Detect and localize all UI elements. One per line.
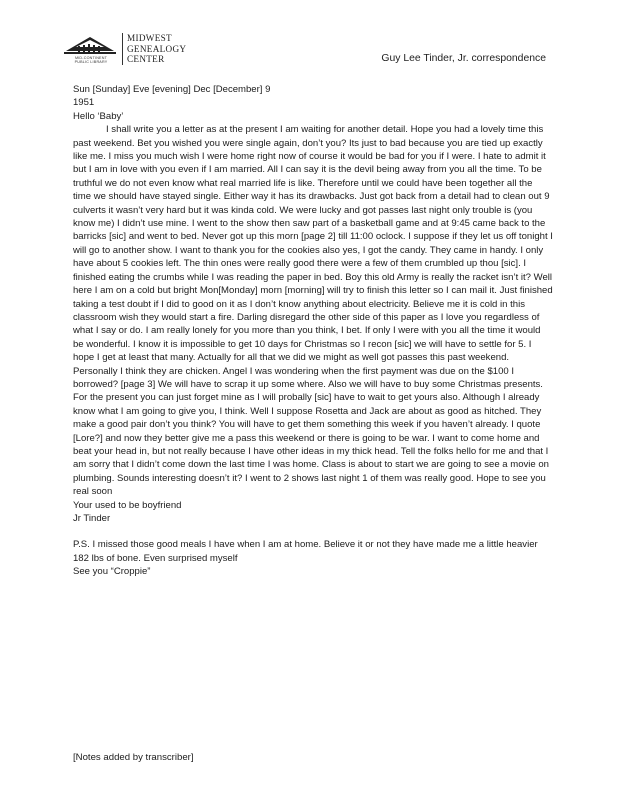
salutation: Hello ‘Baby’ [73,110,124,122]
logo-divider [122,33,123,65]
year-line: 1951 [73,97,95,109]
midwest-genealogy-center-logo [62,32,222,70]
collection-title: Guy Lee Tinder, Jr. correspondence [381,53,546,64]
closing: Your used to be boyfriend [73,499,182,511]
signature: Jr Tinder [73,513,111,524]
letter-transcription [73,83,553,579]
logo-wordmark: MIDWEST GENEALOGY CENTER [127,33,187,65]
transcriber-note: [Notes added by transcriber] [73,752,194,763]
page-header [0,0,618,80]
library-name: MID-CONTINENT PUBLIC LIBRARY [74,56,108,65]
postscript: P.S. I missed those good meals I have when I am at home. Believe it or not they have made me a little heavier 182 lbs of bone. Even surprised myself [73,539,538,564]
date-line: Sun [Sunday] Eve [evening] Dec [December] 9 [73,84,271,95]
letter-body: I shall write you a letter as at the present I am waiting for another detail. Hope you had a lovely time this past weekend. Bet you wished you were single again, don’t you? Its just to bad because you are tied up exactly like me. I miss you much wish I were home right now of course it would be bad for you if I were. I hate to admit it but I am in love with you even if I am married. All I can say it is the devil being away from you all the time. To be truthful we do not even know what real married life is like. Therefore until we could have been together all the time we should have stayed single. Either way it has its drawbacks. Just got back from a detail had to clean out 9 culverts it wasn’t very hard but it was kinda cold. We were lucky and got passes last night only trouble is (you know me) I didn’t use mine. I went to the show then saw part of a basketball game and at 9:45 came back to the barricks [sic] and went to bed. Never got up this morn [page 2] till 11:00 oclock. I suppose if they let us off tonight I will go to another show. I want to thank you for the cookies also yes, I got the candy. They came in handy. I only have about 5 cookies left. The thin ones were really good there were a few of them crumbled up thou [sic]. I finished eating the crumbs while I was reading the paper in bed. Boy this old Army is really the racket isn’t it? Well here I am on a cold but bright Mon[Monday] morn [morning] will try to finish this letter so I can mail it. Just finished taking a test doubt if I did to good on it as I don’t know anything about electricity. Believe me it is cold in this classroom wish they would start a fire. Darling disregard the other side of this paper as I love you regardless of what I say or do. I am really lonely for you more than you think, I bet. If only I were with you all the time it would be wonderful. I know it is impossible to get 10 days for Christmas so I recon [sic] we will have to settle for 5. I hope I get at least that many. Actually for all that we did we might as well got passes this past weekend. Personally I think they are chicken. Angel I was wondering when the first payment was due on the $100 I borrowed? [page 3] We will have to scrap it up some where. Also we will have to buy some Christmas presents. For the present you can just forget mine as I will probally [sic] have to wait to get yours also. Although I already know what I am going to give you, I think. Well I suppose Rosetta and Jack are about as good as hitched. They make a good pair don’t you think? You will have to get them something this week if you haven’t already. I quote [Lore?] and now they better give me a pass this weekend or there is going to be war. I want to come home and beat your head in, but not really because I have other ideas in my thick head. Tell the folks hello for me and that I am sorry that I didn’t come down the last time I was home. Class is about to start we are going to see a movie on plumbing. Sounds interesting doesn’t it? I went to 2 shows last night 1 of them was really good. Hope to see you real soon [73,124,553,498]
postscript-signoff: See you “Croppie” [73,566,151,578]
spacer [73,525,553,538]
